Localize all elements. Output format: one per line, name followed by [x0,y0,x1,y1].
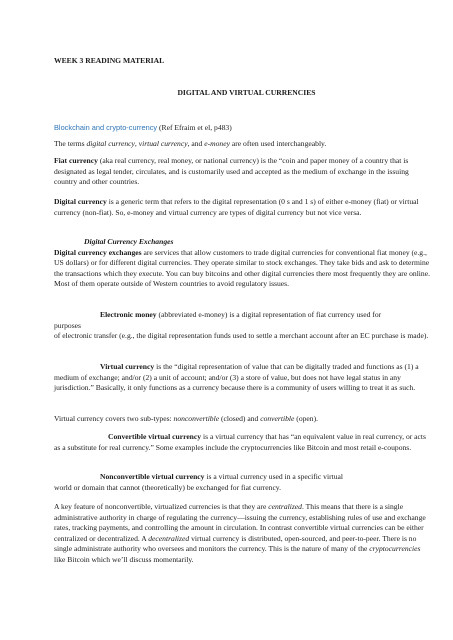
text-run: virtual currency [138,139,188,148]
text-run: A key feature of nonconvertible, virtualized currencies is that they are [54,502,269,511]
text-run: is a virtual currency that has “an equivalent value in real currency, or acts as a substitute for real currency.” Some examples include the cryptocurrencies like Bitcoin and most retail e-coupons. [54,432,426,452]
text-run: of electronic transfer (e.g., the digital representation funds used to settle a merchant account after an EC purchase is made). [54,331,429,341]
text-run: virtual currency is distributed, open-sourced, and peer-to-peer. There is no single administrate authority who oversees and monitors the currency. This is the nature of many of the [54,533,417,554]
text-run: is a virtual currency used in a specific virtual [204,472,344,481]
text-run: is the “digital representation of value that can be digitally traded and functions as (1) a medium of exchange; and/or (2) a unit of account; and/or (3) a store of value, but does not have legal status in any jurisdiction.” Basically, it only functions as a currency because there is a community of users willing to treat it as such. [54,362,419,393]
text-run: world or domain that cannot (theoretically) be exchanged for fiat currency. [54,482,282,492]
text-run: like Bitcoin which we’ll discuss momentarily. [54,554,194,564]
text-run: , [134,139,139,148]
text-run: (open). [294,414,319,423]
document-title: DIGITAL AND VIRTUAL CURRENCIES [177,88,316,97]
text-run: are services that allow customers to trade digital currencies for conventional fiat money (e.g., US dollars) or for different digital currencies. They operate similar to stock exchanges. They take bids and ask to determine the transactions which they execute. You can buy bitcoins and other digital currencies there most frequently they are online. Most of them operate outside of Western countries to avoid regulatory issues. [54,247,430,289]
paragraph-terms [54,139,430,150]
term-fiat-currency: Fiat currency [54,156,98,165]
text-run: (abbreviated e-money) is a digital representation of fiat currency used for [156,310,382,319]
text-run: cryptocurrencies [369,544,421,554]
text-run: , and [187,139,205,148]
paragraph-convertible [54,432,430,453]
section-reference: (Ref Efraim et el, p483) [159,123,232,132]
term-virtual-currency: Virtual currency [100,362,155,371]
paragraph-subtypes [54,414,430,425]
text-run: . This means that there is a single administrative authority in charge of regulating the currency—issuing the currency, establishing rules of use and exchange rates, tracking payments, and controlling the amount in circulation. In contrast convertible virtual currencies can be either centralized or decentralized. A [54,502,426,543]
text-run: (closed) and [219,414,261,423]
text-run: (aka real currency, real money, or national currency) is the “coin and paper money of a country that is designated as legal tender, circulates, and is customarily used and accepted as the medium of exchange in the issuing country and other countries. [54,156,409,187]
paragraph-fiat-currency [54,156,430,188]
text-run: The terms [54,139,87,148]
text-run: e-money [204,139,230,148]
week-title: WEEK 3 READING MATERIAL [54,56,165,65]
section-heading [54,123,430,134]
text-run: decentralized [148,533,190,543]
text-run: convertible [260,414,295,423]
subheading-exchanges: Digital Currency Exchanges [84,237,174,246]
text-run: Virtual currency covers two sub-types: [54,414,174,423]
text-run: is a generic term that refers to the digital representation (0 s and 1 s) of either e-money (fiat) or virtual currency (non-fiat). So, e-money and virtual currency are types of digital currency but not vice versa. [54,197,419,217]
paragraph-nonconvertible [54,472,430,493]
term-convertible: Convertible virtual currency [108,432,202,441]
paragraph-centralized [54,502,430,566]
text-run: digital currency [86,139,135,148]
paragraph-virtual-currency [54,362,430,394]
paragraph-electronic-money [54,310,430,342]
text-run: are often used interchangeably. [229,139,327,148]
term-digital-currency: Digital currency [54,197,107,206]
paragraph-digital-currency [54,197,430,218]
text-run: centralized [268,502,302,511]
text-run: nonconvertible [173,414,220,423]
term-exchanges: Digital currency exchanges [54,247,142,257]
term-nonconvertible: Nonconvertible virtual currency [100,472,205,481]
paragraph-exchanges [54,237,430,290]
section-heading-text: Blockchain and crypto-currency [54,123,158,132]
text-run: purposes [54,320,81,330]
term-electronic-money: Electronic money [100,310,157,319]
